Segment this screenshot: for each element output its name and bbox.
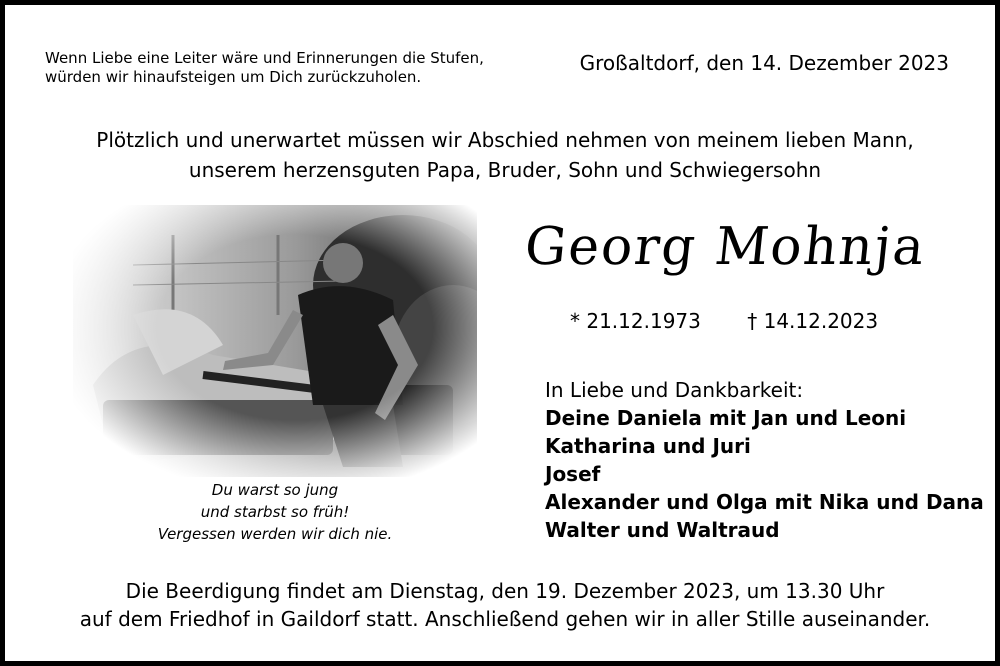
mourner-name: Katharina und Juri <box>545 434 751 458</box>
mourner-name: Josef <box>545 462 601 486</box>
intro-line-2: unserem herzensguten Papa, Bruder, Sohn und Schwiegersohn <box>188 158 822 182</box>
photo-caption <box>105 479 445 545</box>
mourner-name: Walter und Waltraud <box>545 518 780 542</box>
quote-line-2: würden wir hinaufsteigen um Dich zurückzuholen. <box>45 68 422 86</box>
deceased-name: Georg Mohnja <box>521 217 930 277</box>
funeral-line-1: Die Beerdigung findet am Dienstag, den 19. Dezember 2023, um 13.30 Uhr <box>125 579 885 603</box>
portrait-photo <box>73 205 477 477</box>
intro-line-1: Plötzlich und unerwartet müssen wir Abschied nehmen von meinem lieben Mann, <box>96 128 914 152</box>
death-date: † 14.12.2023 <box>747 309 879 333</box>
quote-line-1: Wenn Liebe eine Leiter wäre und Erinnerungen die Stufen, <box>45 49 484 67</box>
funeral-line-2: auf dem Friedhof in Gaildorf statt. Anschließend gehen wir in aller Stille auseinander. <box>79 607 931 631</box>
announcement-intro <box>5 125 1000 185</box>
mourner-name: Deine Daniela mit Jan und Leoni <box>545 406 907 430</box>
birth-date: * 21.12.1973 <box>570 309 701 333</box>
mourners-list <box>545 376 984 544</box>
memorial-quote <box>45 49 525 87</box>
caption-line-1: Du warst so jung <box>211 481 339 499</box>
funeral-notice <box>5 577 1000 633</box>
mourners-intro: In Liebe und Dankbarkeit: <box>545 378 804 402</box>
life-dates <box>570 309 878 333</box>
caption-line-2: und starbst so früh! <box>200 503 350 521</box>
place-date: Großaltdorf, den 14. Dezember 2023 <box>579 51 949 75</box>
caption-line-3: Vergessen werden wir dich nie. <box>157 525 393 543</box>
mourner-name: Alexander und Olga mit Nika und Dana <box>545 490 984 514</box>
